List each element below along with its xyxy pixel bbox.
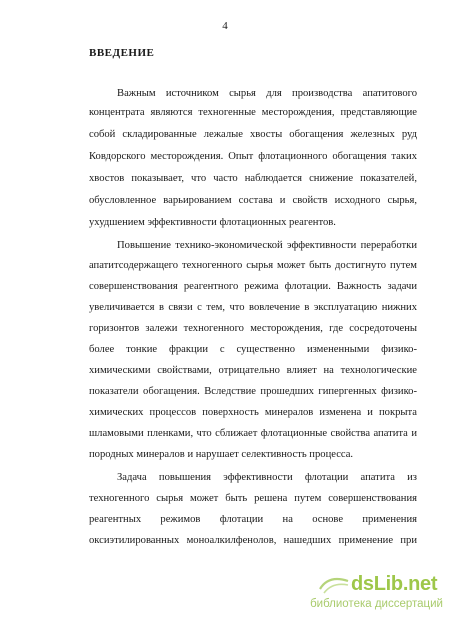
text-line: показатели обогащения. Вследствие прошедших гипергенных физико-	[89, 386, 417, 397]
text-line: техногенного сырья может быть решена путем совершенствования	[89, 493, 417, 504]
text-line: обусловленное варьированием состава и свойств исходного сырья,	[89, 195, 417, 206]
section-title: ВВЕДЕНИЕ	[89, 47, 155, 59]
text-line: собой складированные лежалые хвосты обогащения железных руд	[89, 129, 417, 140]
text-line: породных минералов и нарушает селективность процесса.	[89, 449, 354, 460]
dslib-logo-icon	[318, 575, 350, 595]
page-number: 4	[222, 20, 228, 32]
text-line: концентрата являются техногенные месторождения, представляющие	[89, 107, 417, 118]
text-line: оксиэтилированных моноалкилфенолов, нашедших применение при	[89, 535, 417, 546]
watermark-brand: dsLib.net	[351, 573, 438, 595]
text-line: совершенствования реагентного режима флотации. Важность задачи	[89, 281, 417, 292]
dslib-watermark	[310, 573, 443, 613]
text-line: хвостов показывает, что часто наблюдается снижение показателей,	[89, 173, 417, 184]
text-line: Повышение технико-экономической эффективности переработки	[117, 240, 417, 251]
text-line: Важным источником сырья для производства апатитового	[117, 88, 417, 99]
text-line: шламовыми пленками, что сближает флотационные свойства апатита и	[89, 428, 417, 439]
text-line: ухудшением эффективности флотационных реагентов.	[89, 217, 336, 228]
text-line: более тонкие фракции с существенно измененными физико-	[89, 344, 417, 355]
text-line: химических процессов поверхность минералов изменена и покрыта	[89, 407, 417, 418]
text-line: химическими свойствами, отрицательно влияет на технологические	[89, 365, 417, 376]
text-line: увеличивается в связи с тем, что вовлечение в эксплуатацию нижних	[89, 302, 417, 313]
text-line: Задача повышения эффективности флотации апатита из	[117, 472, 417, 483]
text-line: апатитсодержащего техногенного сырья может быть достигнуто путем	[89, 260, 417, 271]
text-line: Ковдорского месторождения. Опыт флотационного обогащения таких	[89, 151, 417, 162]
text-line: реагентных режимов флотации на основе применения	[89, 514, 417, 525]
watermark-tagline: библиотека диссертаций	[310, 598, 443, 610]
text-line: горизонтов залежи техногенного месторождения, где сосредоточены	[89, 323, 417, 334]
